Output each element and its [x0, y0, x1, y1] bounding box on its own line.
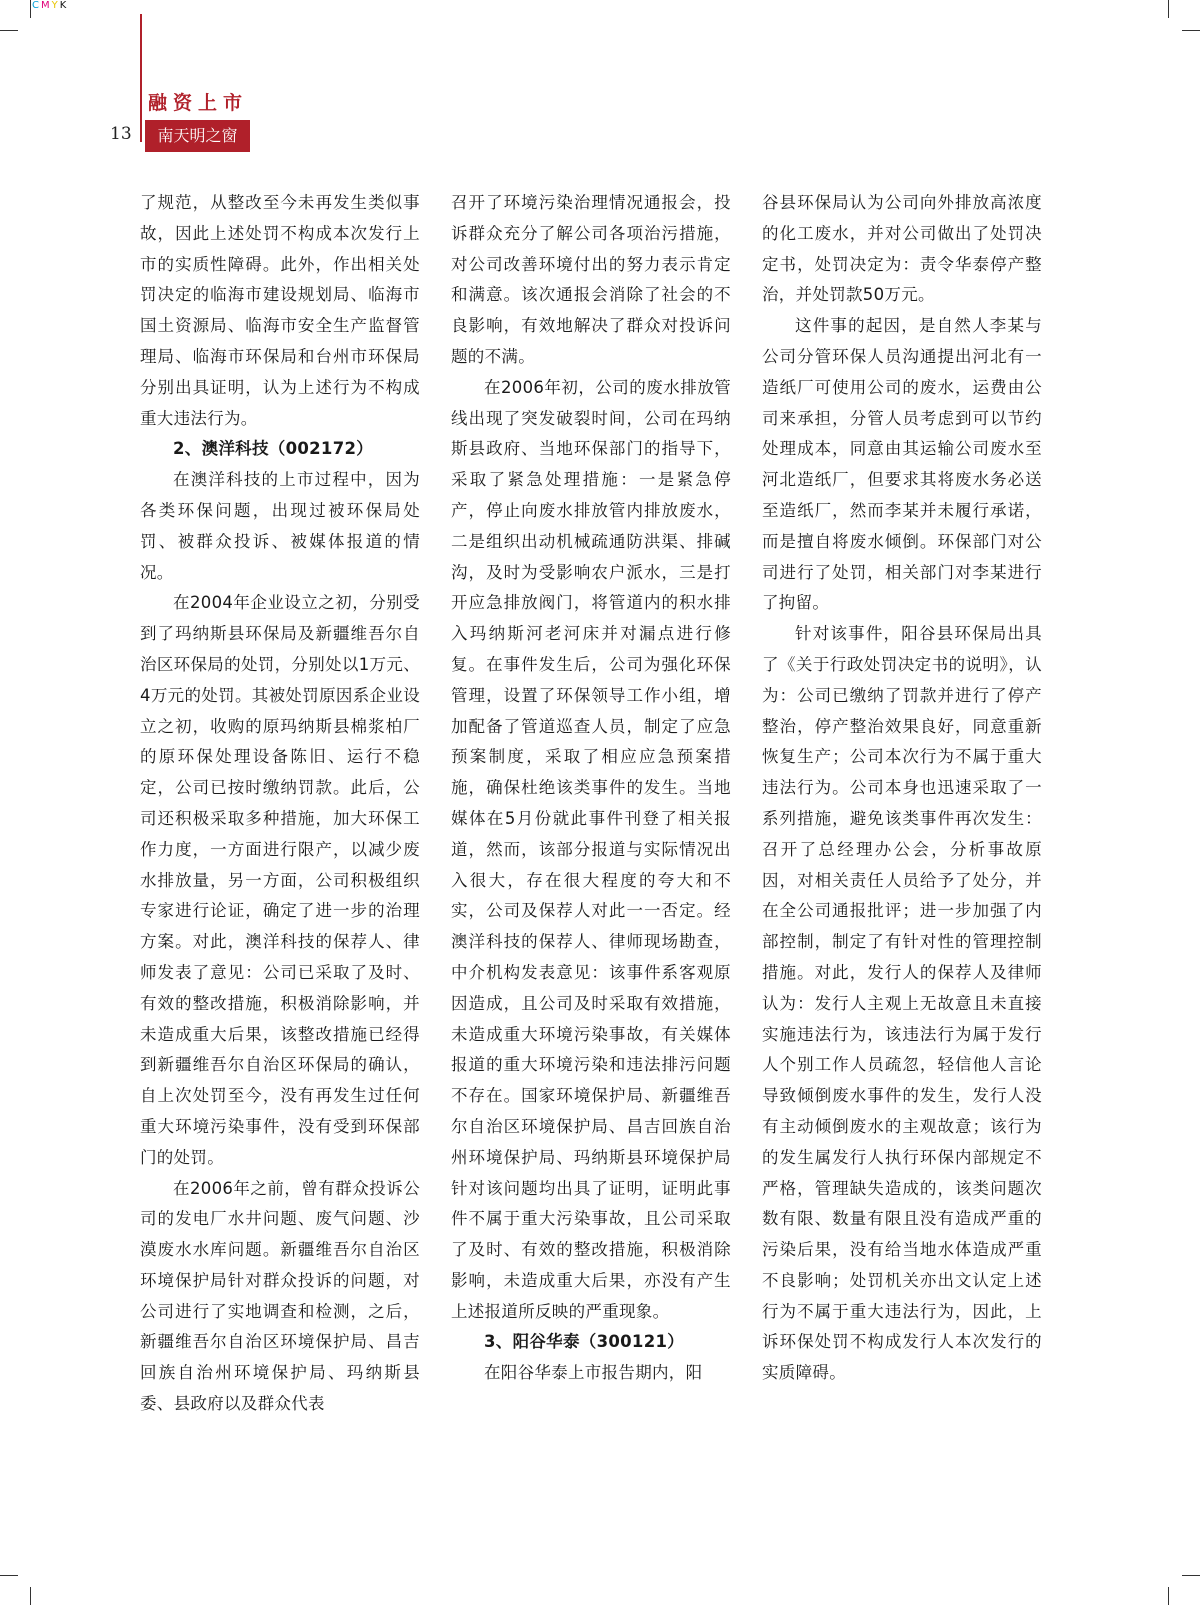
paragraph: 在2006年初，公司的废水排放管线出现了突发破裂时间，公司在玛纳斯县政府、当地环保部门的指导下，采取了紧急处理措施：一是紧急停产，停止向废水排放管内排放废水，二是组织出动机械疏通防洪渠、排碱沟，及时为受影响农户派水，三是打开应急排放阀门，将管道内的积水排入玛纳斯河老河床并对漏点进行修复。在事件发生后，公司为强化环保管理，设置了环保领导工作小组，增加配备了管道巡查人员，制定了应急预案制度，采取了相应应急预案措施，确保杜绝该类事件的发生。当地媒体在5月份就此事件刊登了相关报道，然而，该部分报道与实际情况出入很大，存在很大程度的夸大和不实，公司及保荐人对此一一否定。经澳洋科技的保荐人、律师现场勘查，中介机构发表意见：该事件系客观原因造成，且公司及时采取有效措施，未造成重大环境污染事故，有关媒体报道的重大环境污染和违法排污问题不存在。国家环境保护局、新疆维吾尔自治区环境保护局、昌吉回族自治州环境保护局、玛纳斯县环境保护局针对该问题均出具了证明，证明此事件不属于重大污染事故，且公司采取了及时、有效的整改措施，积极消除影响，未造成重大后果，亦没有产生上述报道所反映的严重现象。 [451, 377, 731, 1321]
crop-mark-top-right-h [1182, 30, 1200, 31]
column-badge: 南天明之窗 [145, 120, 250, 152]
crop-mark-bottom-right-v [1168, 1587, 1169, 1605]
paragraph: 在阳谷华泰上市报告期内，阳 [484, 1363, 703, 1383]
page-number: 13 [110, 124, 132, 144]
paragraph: 在2006年之前，曾有群众投诉公司的发电厂水井问题、废气问题、沙漠废水水库问题。新疆维吾尔自治区环境保护局针对群众投诉的问题，对公司进行了实地调查和检测，之后，新疆维吾尔自治区环境保护局、昌吉回族自治州环境保护局、玛纳斯县委、县政府以及群众代表 [140, 1178, 420, 1414]
cmyk-k: K [59, 0, 69, 11]
crop-mark-bottom-right-h [1182, 1575, 1200, 1576]
paragraph: 召开了环境污染治理情况通报会，投诉群众充分了解公司各项治污措施，对公司改善环境付出的努力表示肯定和满意。该次通报会消除了社会的不良影响，有效地解决了群众对投诉问题的不满。 [451, 193, 731, 366]
paragraph: 了规范，从整改至今未再发生类似事故，因此上述处罚不构成本次发行上市的实质性障碍。此外，作出相关处罚决定的临海市建设规划局、临海市国土资源局、临海市安全生产监督管理局、临海市环保局和台州市环保局分别出具证明，认为上述行为不构成重大违法行为。 [140, 193, 420, 428]
cmyk-m: M [40, 0, 52, 11]
subheading: 3、阳谷华泰（300121） [484, 1332, 685, 1352]
crop-mark-bottom-left-v [30, 1587, 31, 1605]
text-column-3 [762, 188, 1042, 1389]
crop-mark-top-left-v [30, 0, 31, 18]
text-column-1 [140, 188, 420, 1420]
crop-mark-bottom-left-h [0, 1575, 18, 1576]
crop-mark-top-left-h [0, 30, 18, 31]
text-column-2 [451, 188, 731, 1389]
paragraph: 谷县环保局认为公司向外排放高浓度的化工废水，并对公司做出了处罚决定书，处罚决定为：责令华泰停产整治，并处罚款50万元。 [762, 193, 1042, 305]
header-divider [140, 14, 142, 142]
paragraph: 针对该事件，阳谷县环保局出具了《关于行政处罚决定书的说明》，认为：公司已缴纳了罚款并进行了停产整治，停产整治效果良好，同意重新恢复生产；公司本次行为不属于重大违法行为。公司本身也迅速采取了一系列措施，避免该类事件再次发生：召开了总经理办公会，分析事故原因，对相关责任人员给予了处分，并在全公司通报批评；进一步加强了内部控制，制定了有针对性的管理控制措施。对此，发行人的保荐人及律师认为：发行人主观上无故意且未直接实施违法行为，该违法行为属于发行人个别工作人员疏忽，轻信他人言论导致倾倒废水事件的发生，发行人没有主动倾倒废水的主观故意；该行为的发生属发行人执行环保内部规定不严格，管理缺失造成的，该类问题次数有限、数量有限且没有造成严重的污染后果，没有给当地水体造成严重不良影响；处罚机关亦出文认定上述行为不属于重大违法行为，因此，上诉环保处罚不构成发行人本次发行的实质障碍。 [762, 624, 1042, 1383]
paragraph: 在2004年企业设立之初，分别受到了玛纳斯县环保局及新疆维吾尔自治区环保局的处罚，分别处以1万元、4万元的处罚。其被处罚原因系企业设立之初，收购的原玛纳斯县棉浆柏厂的原环保处理设备陈旧、运行不稳定，公司已按时缴纳罚款。此后，公司还积极采取多种措施，加大环保工作力度，一方面进行限产，以减少废水排放量，另一方面，公司积极组织专家进行论证，确定了进一步的治理方案。对此，澳洋科技的保荐人、律师发表了意见：公司已采取了及时、有效的整改措施，积极消除影响，并未造成重大后果，该整改措施已经得到新疆维吾尔自治区环保局的确认，自上次处罚至今，没有再发生过任何重大环境污染事件，没有受到环保部门的处罚。 [140, 593, 420, 1167]
crop-mark-top-right-v [1168, 0, 1169, 18]
section-title: 融资上市 [148, 92, 249, 114]
cmyk-c: C [32, 0, 41, 11]
cmyk-registration-mark [32, 0, 68, 12]
paragraph: 在澳洋科技的上市过程中，因为各类环保问题，出现过被环保局处罚、被群众投诉、被媒体报道的情况。 [140, 470, 420, 582]
subheading: 2、澳洋科技（002172） [173, 439, 374, 459]
paragraph: 这件事的起因，是自然人李某与公司分管环保人员沟通提出河北有一造纸厂可使用公司的废水，运费由公司来承担，分管人员考虑到可以节约处理成本，同意由其运输公司废水至河北造纸厂，但要求其将废水务必送至造纸厂，然而李某并未履行承诺，而是擅自将废水倾倒。环保部门对公司进行了处罚，相关部门对李某进行了拘留。 [762, 316, 1042, 613]
cmyk-y: Y [51, 0, 60, 11]
